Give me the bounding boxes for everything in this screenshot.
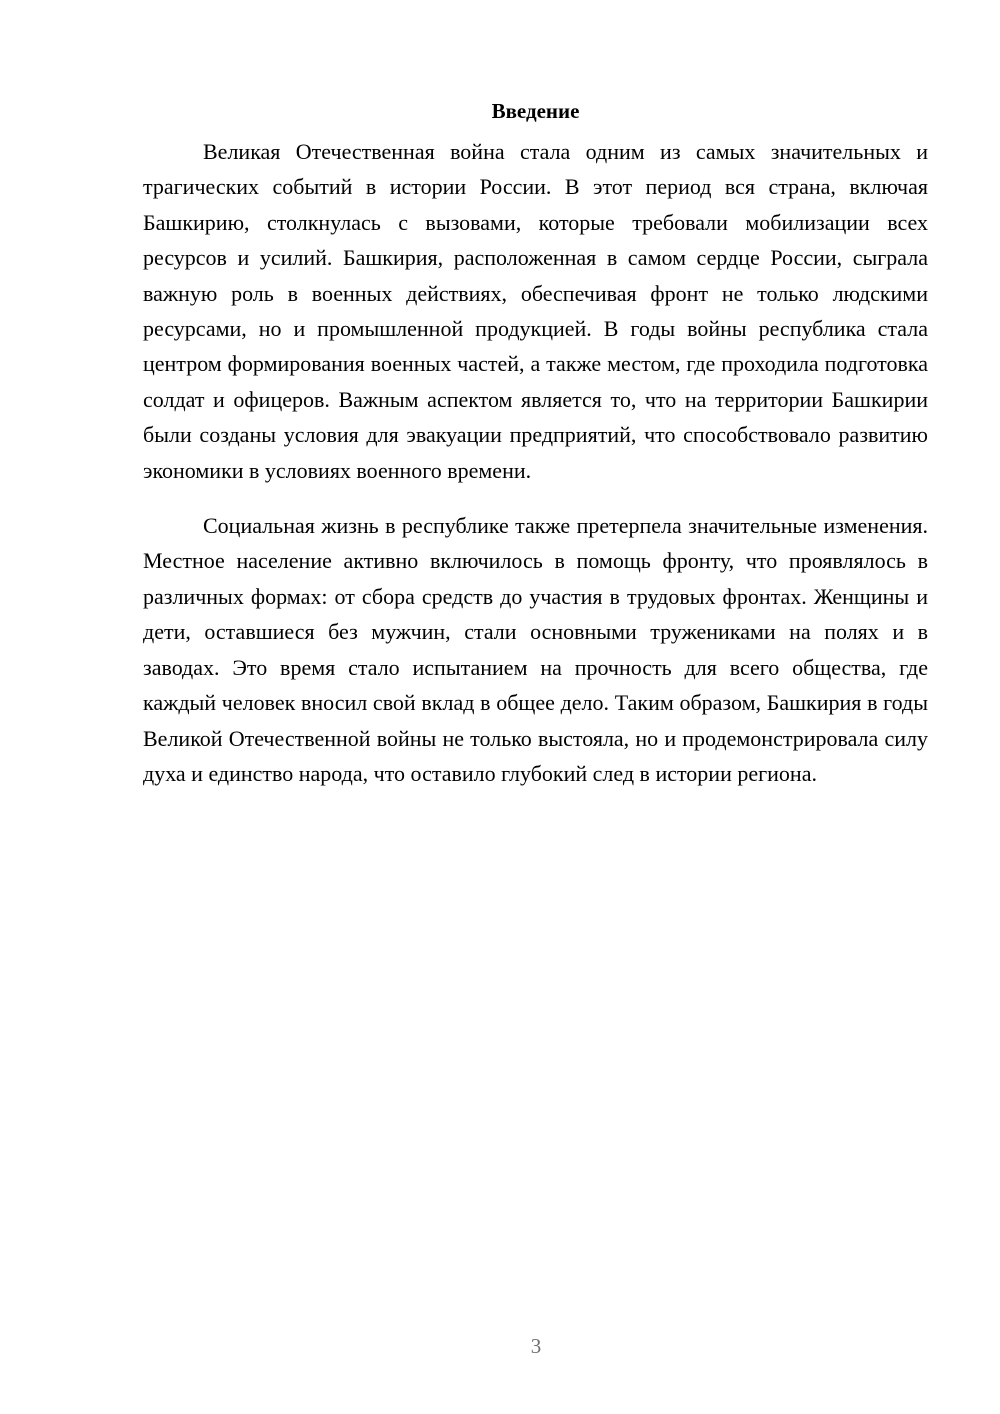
paragraph-2: Социальная жизнь в республике также претерпела значительные изменения. Местное население активно включилось в помощь фронту, что проявлялось в различных формах: от сбора средств до участия в трудовых фронтах. Женщины и дети, оставшиеся без мужчин, стали основными тружениками на полях и в заводах. Это время стало испытанием на прочность для всего общества, где каждый человек вносил свой вклад в общее дело. Таким образом, Башкирия в годы Великой Отечественной войны не только выстояла, но и продемонстрировала силу духа и единство народа, что оставило глубокий след в истории региона.: [143, 513, 928, 786]
section-heading: Введение: [491, 99, 580, 123]
page-number: 3: [530, 1334, 542, 1358]
paragraph-1: Великая Отечественная война стала одним из самых значительных и трагических событий в истории России. В этот период вся страна, включая Башкирию, столкнулась с вызовами, которые требовали мобилизации всех ресурсов и усилий. Башкирия, расположенная в самом сердце России, сыграла важную роль в военных действиях, обеспечивая фронт не только людскими ресурсами, но и промышленной продукцией. В годы войны республика стала центром формирования военных частей, а также местом, где проходила подготовка солдат и офицеров. Важным аспектом является то, что на территории Башкирии были созданы условия для эвакуации предприятий, что способствовало развитию экономики в условиях военного времени.: [143, 139, 928, 483]
page-content: [143, 96, 928, 791]
